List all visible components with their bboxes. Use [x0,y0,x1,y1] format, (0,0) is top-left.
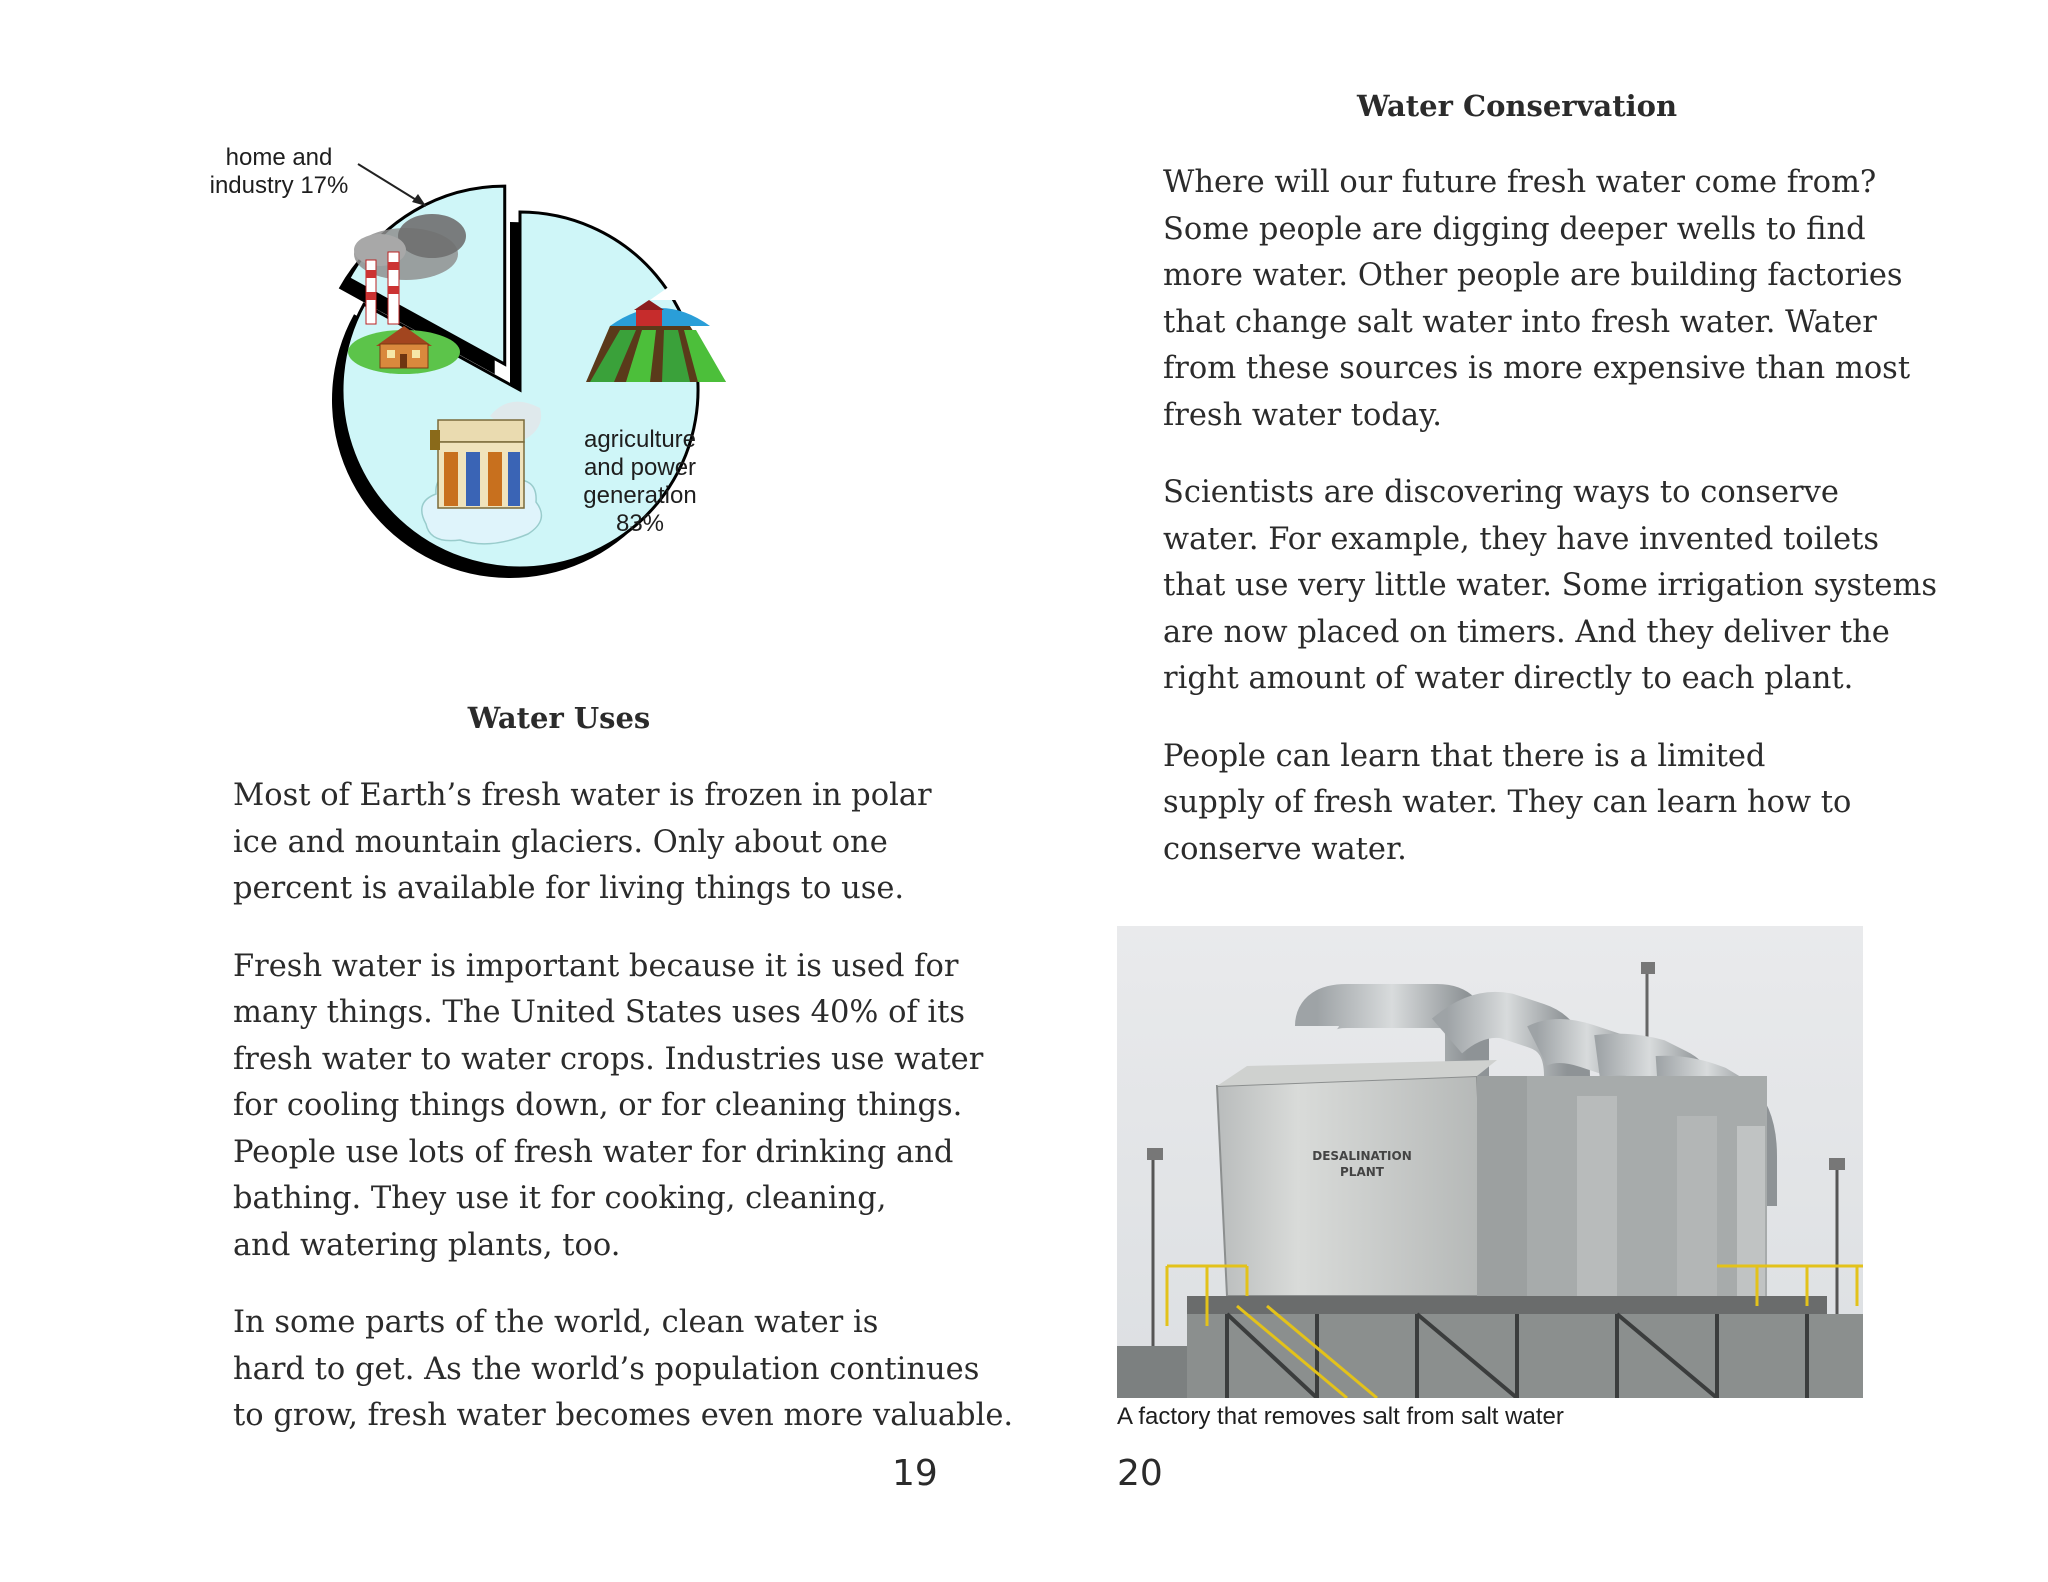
pie-label-home-value: industry 17% [209,172,349,199]
paragraph [187,773,947,913]
text-line: People use lots of fresh water for drinking and [233,1134,954,1170]
text-line: fresh water today. [1163,397,1442,433]
pie-label-ag-line3: generation [583,482,697,509]
paragraph [1117,160,1937,439]
text-line: ice and mountain glaciers. Only about one [233,824,888,860]
text-line: Fresh water is important because it is used for [233,948,959,984]
desalination-plant-illustration [1117,926,1863,1398]
text-line: Where will our future fresh water come from? [1163,165,1877,200]
text-line: In some parts of the world, clean water is [233,1305,879,1340]
text-line: Some people are digging deeper wells to find [1163,211,1866,247]
text-line: that change salt water into fresh water. Water [1163,304,1877,340]
text-line: conserve water. [1163,831,1407,867]
text-line: are now placed on timers. And they deliver the [1163,614,1890,650]
text-line: for cooling things down, or for cleaning things. [233,1088,963,1123]
text-line: fresh water to water crops. Industries use water [233,1041,984,1077]
text-line: water. For example, they have invented toilets [1163,521,1880,557]
text-line: from these sources is more expensive than most [1163,351,1911,386]
leader-arrowhead [412,194,426,206]
water-uses-pie-chart [190,130,830,650]
text-line: and watering plants, too. [233,1227,621,1263]
pie-chart-svg [190,130,830,650]
photo-caption: A factory that removes salt from salt water [1117,1403,1564,1430]
text-line: Scientists are discovering ways to conserve [1163,475,1839,510]
text-line: Most of Earth’s fresh water is frozen in polar [233,778,932,813]
text-line: hard to get. As the world’s population continues [233,1351,980,1387]
pie-label-home-industry [204,144,354,200]
paragraph [187,1300,1014,1440]
section-title-water-conservation: Water Conservation [1356,89,1678,123]
pie-label-ag-line1: agriculture [583,426,697,453]
right-page [1024,0,2048,1582]
text-line: to grow, fresh water becomes even more valuable. [233,1398,1014,1433]
text-line: bathing. They use it for cooking, cleaning, [233,1181,887,1216]
right-body-text [1117,160,1937,904]
paragraph [1117,734,1937,874]
pie-label-home-line: home and [225,144,333,171]
pie-label-ag-value: 83% [615,510,665,537]
text-line: right amount of water directly to each plant. [1163,661,1854,696]
desalination-plant-photo [1117,926,1863,1398]
text-line: supply of fresh water. They can learn how to [1163,785,1852,820]
pie-label-agriculture [560,426,720,538]
paragraph [187,944,984,1270]
paragraph [1117,470,1937,703]
text-line: that use very little water. Some irrigation systems [1163,568,1938,603]
text-line: many things. The United States uses 40% of its [233,995,966,1030]
text-line: People can learn that there is a limited [1163,738,1766,774]
sign-text-line1: DESALINATION [1312,1149,1412,1163]
left-body-text [187,773,1014,1471]
power-plant-icon [422,402,542,544]
sign-text-line2: PLANT [1340,1165,1384,1179]
section-title-water-uses: Water Uses [467,701,651,735]
text-line: more water. Other people are building factories [1163,258,1903,293]
text-line: percent is available for living things to use. [233,871,905,906]
page-number-left: 19 [892,1453,938,1494]
pie-label-ag-line2: and power [583,454,697,481]
page-number-right: 20 [1117,1453,1163,1494]
